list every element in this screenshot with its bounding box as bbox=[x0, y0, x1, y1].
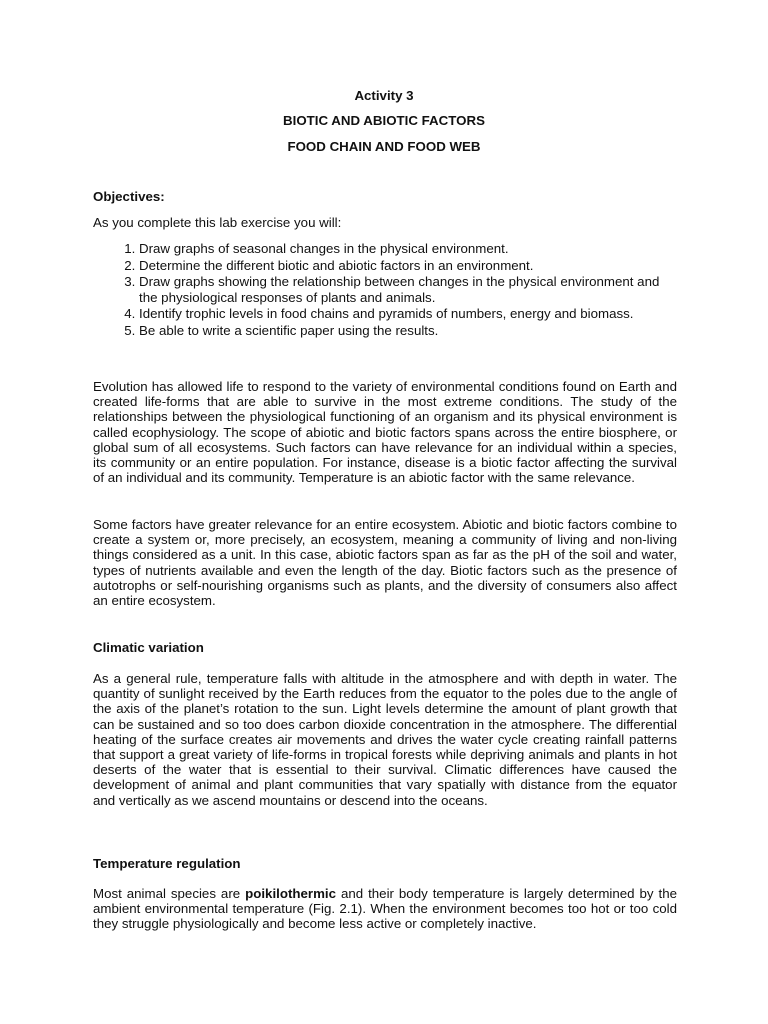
temperature-regulation-paragraph bbox=[93, 886, 677, 932]
objective-item: 5. Be able to write a scientific paper using the results. bbox=[139, 323, 677, 338]
objectives-intro: As you complete this lab exercise you will: bbox=[93, 215, 342, 230]
poikilothermic-term: poikilothermic bbox=[245, 886, 336, 901]
activity-label: Activity 3 bbox=[354, 88, 414, 103]
objectives-list bbox=[93, 241, 677, 340]
climatic-variation-paragraph: As a general rule, temperature falls with altitude in the atmosphere and with depth in water. The quantity of sunlight received by the Earth reduces from the equator to the poles due to the angle of the axis of the planet’s rotation to the sun. Light levels determine the amount of plant growth that can be sustained and so too does carbon dioxide concentration in the atmosphere. The differential heating of the surface creates air movements and drives the water cycle creating rainfall patterns that support a great variety of life-forms in tropical forests while depriving animals and plants in hot deserts of the water that is essential to their survival. Climatic differences have caused the development of animal and plant communities that vary spatially with distance from the equator and vertically as we ascend mountains or descend into the oceans. bbox=[93, 671, 677, 808]
document-subtitle: FOOD CHAIN AND FOOD WEB bbox=[287, 139, 481, 154]
body-paragraph-2: Some factors have greater relevance for an entire ecosystem. Abiotic and biotic factors combine to create a system or, more precisely, an ecosystem, meaning a community of living and non-living things considered as a unit. In this case, abiotic factors span as far as the pH of the soil and water, types of nutrients available and even the length of the day. Biotic factors such as the presence of autotrophs or self-nourishing organisms such as plants, and the diversity of consumers also affect an entire ecosystem. bbox=[93, 517, 677, 609]
climatic-variation-heading: Climatic variation bbox=[93, 640, 204, 655]
temperature-regulation-heading: Temperature regulation bbox=[93, 856, 241, 871]
body-paragraph-1: Evolution has allowed life to respond to the variety of environmental conditions found on Earth and created life-forms that are able to survive in the most extreme conditions. The study of the relationships between the physiological functioning of an organism and its physical environment is called ecophysiology. The scope of abiotic and biotic factors spans across the entire biosphere, or global sum of all ecosystems. Such factors can have relevance for an individual within a species, its community or an entire population. For instance, disease is a biotic factor affecting the survival of an individual and its community. Temperature is an abiotic factor with the same relevance. bbox=[93, 379, 677, 486]
objective-item: 2. Determine the different biotic and abiotic factors in an environment. bbox=[139, 258, 677, 273]
objectives-heading: Objectives: bbox=[93, 189, 165, 204]
temperature-text-rest: and their body temperature is largely determined by the ambient environmental temperature (Fig. 2.1). When the environment becomes too hot or too cold they struggle physiologically and become less active or completely inactive. bbox=[93, 886, 677, 932]
objective-item: 1. Draw graphs of seasonal changes in the physical environment. bbox=[139, 241, 677, 256]
temperature-text-start: Most animal species are bbox=[93, 886, 246, 901]
document-title: BIOTIC AND ABIOTIC FACTORS bbox=[283, 113, 485, 128]
objective-item: 3. Draw graphs showing the relationship between changes in the physical environment and the physiological responses of plants and animals. bbox=[139, 274, 677, 304]
objective-item: 4. Identify trophic levels in food chains and pyramids of numbers, energy and biomass. bbox=[139, 306, 677, 321]
